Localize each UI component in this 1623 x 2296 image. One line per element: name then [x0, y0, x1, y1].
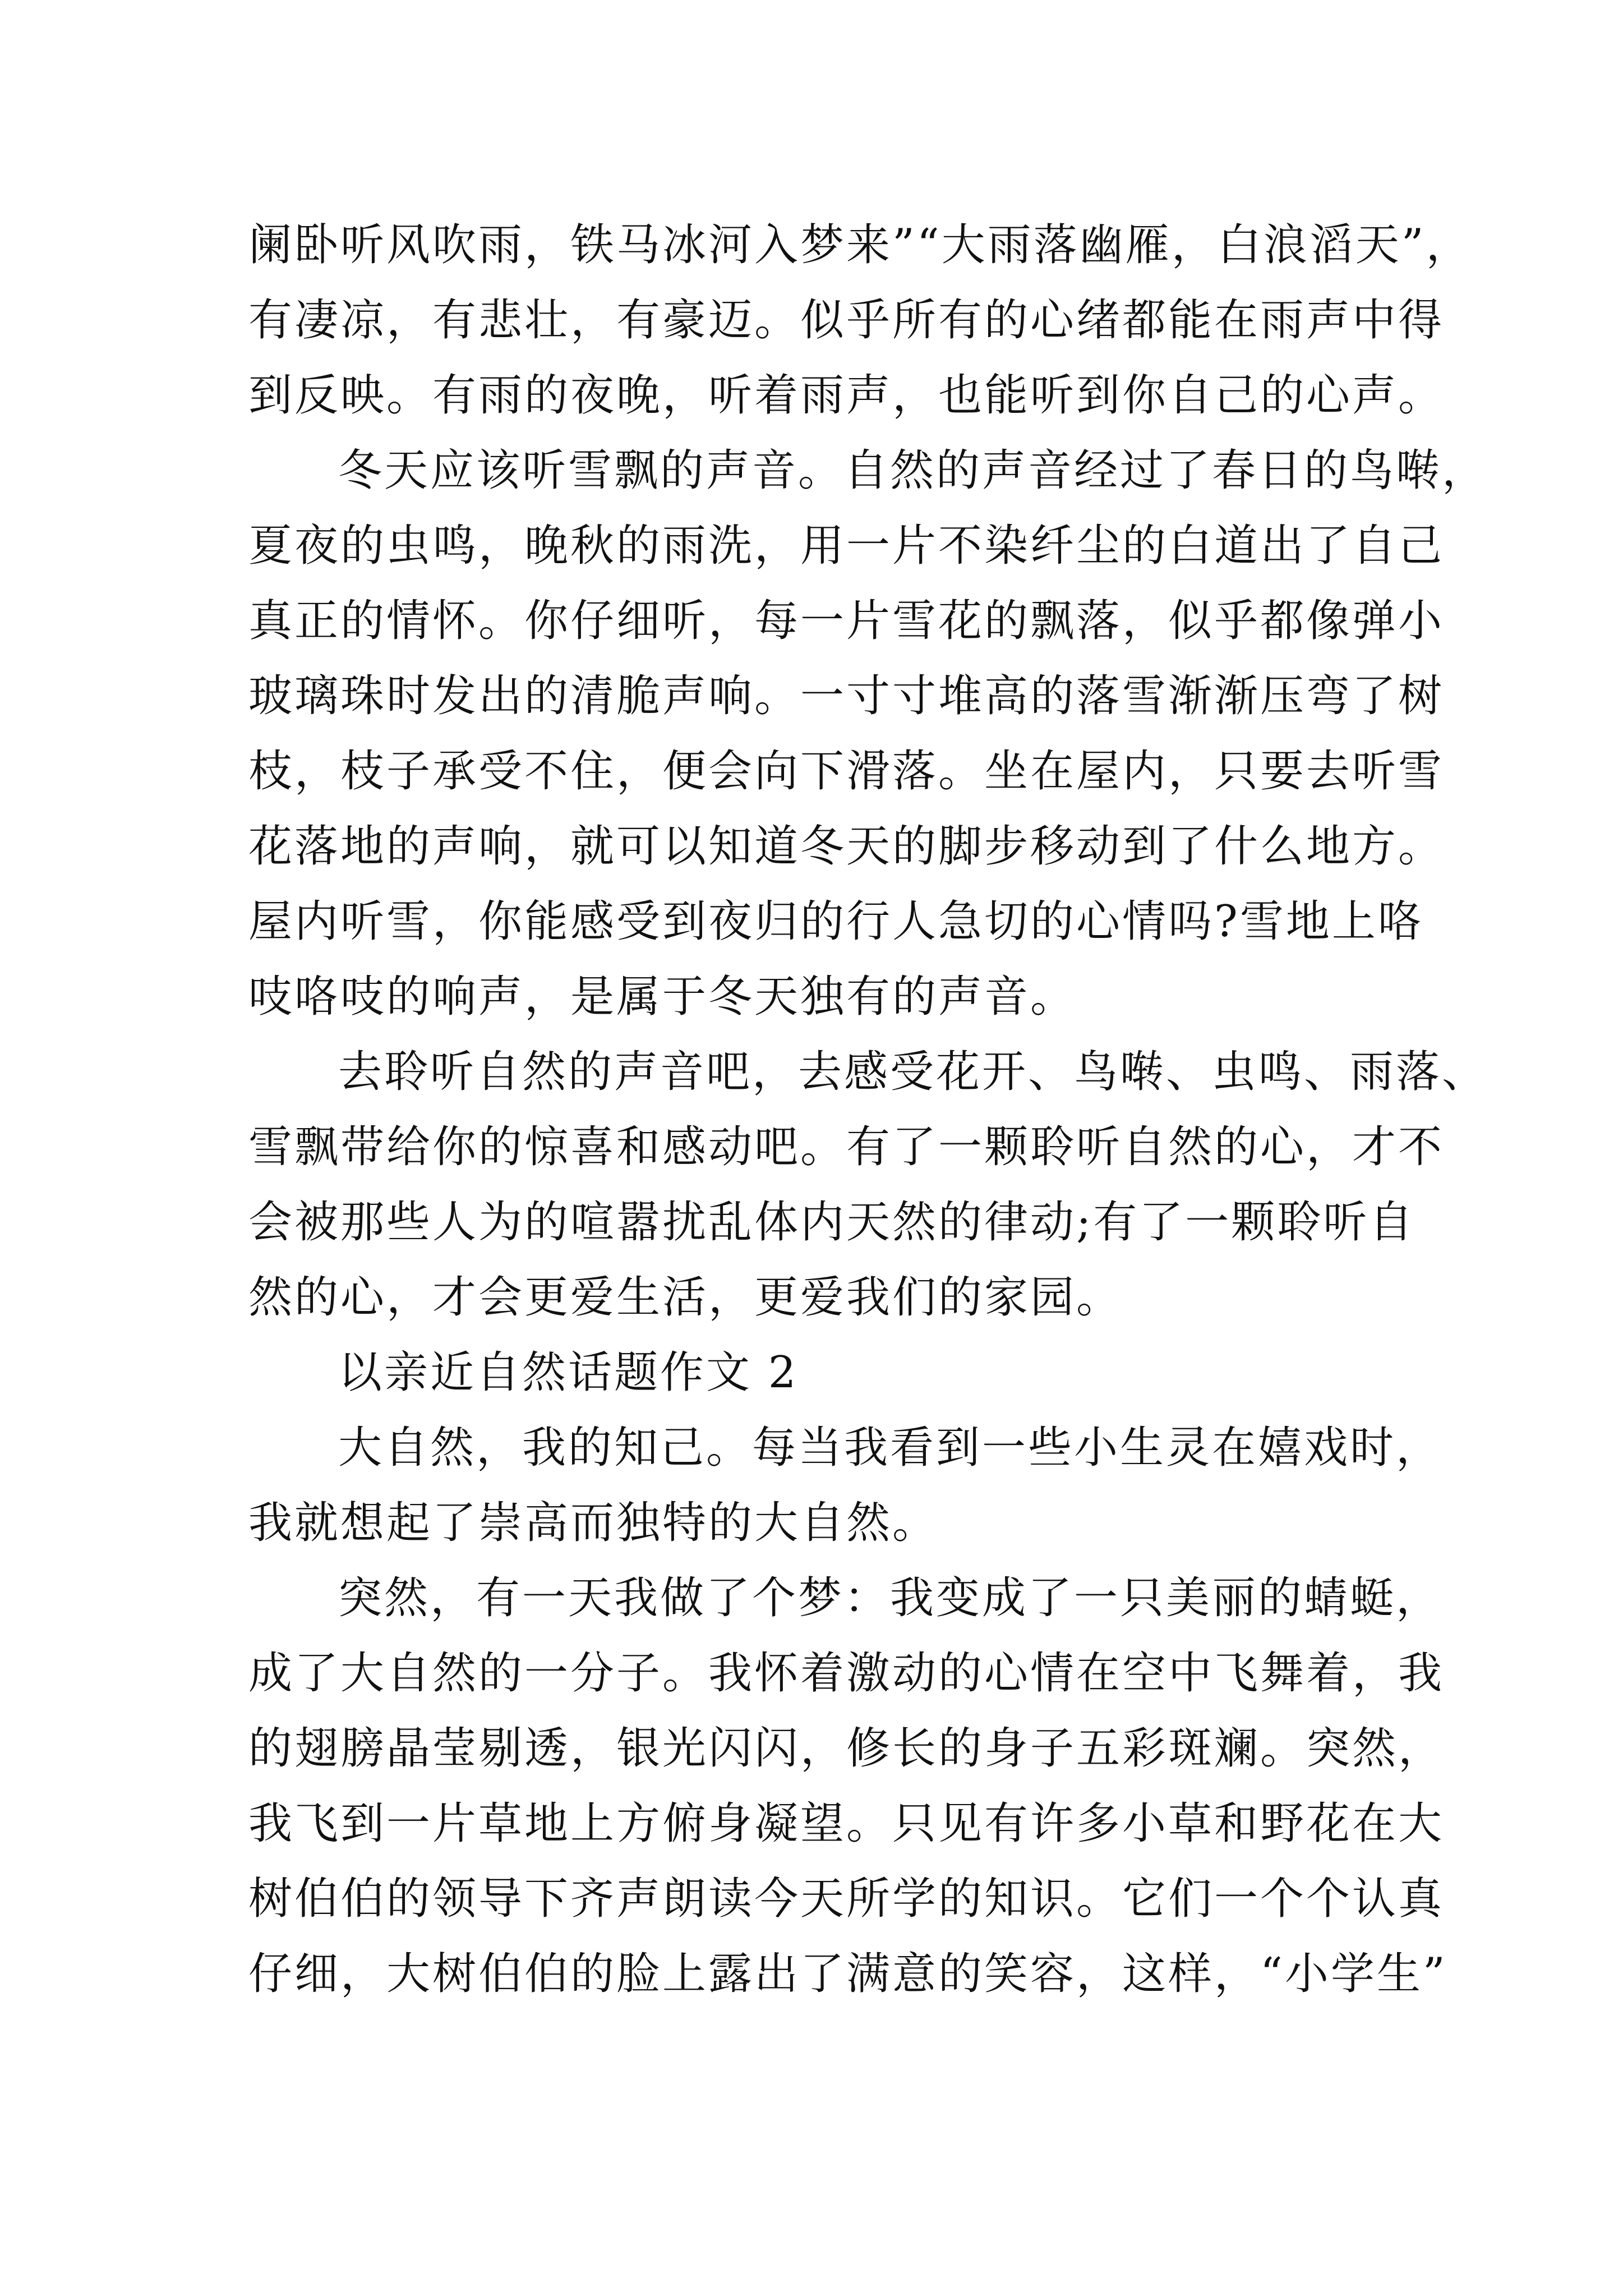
- text-line: 成了大自然的一分子。我怀着激动的心情在空中飞舞着，我: [248, 1648, 1445, 1699]
- text-line: 仔细，大树伯伯的脸上露出了满意的笑容，这样，“小学生”: [248, 1949, 1447, 1999]
- text-line: 的翅膀晶莹剔透，银光闪闪，修长的身子五彩斑斓。突然，: [248, 1723, 1445, 1774]
- text-line: 玻璃珠时发出的清脆声响。一寸寸堆高的落雪渐渐压弯了树: [248, 671, 1445, 721]
- text-line: 树伯伯的领导下齐声朗读今天所学的知识。它们一个个认真: [248, 1874, 1445, 1924]
- paragraph-first-line: 突然，有一天我做了个梦：我变成了一只美丽的蜻蜓，: [338, 1573, 1442, 1623]
- text-line: 花落地的声响，就可以知道冬天的脚步移动到了什么地方。: [248, 821, 1445, 872]
- paragraph-first-line: 大自然，我的知己。每当我看到一些小生灵在嬉戏时，: [338, 1423, 1442, 1473]
- text-line: 真正的情怀。你仔细听，每一片雪花的飘落，似乎都像弹小: [248, 596, 1445, 646]
- text-line: 到反映。有雨的夜晚，听着雨声，也能听到你自己的心声。: [248, 370, 1445, 421]
- text-line: 吱咯吱的响声，是属于冬天独有的声音。: [248, 972, 1077, 1022]
- text-line: 雪飘带给你的惊喜和感动吧。有了一颗聆听自然的心，才不: [248, 1122, 1445, 1172]
- text-line: 枝，枝子承受不住，便会向下滑落。坐在屋内，只要去听雪: [248, 746, 1445, 797]
- text-line: 屋内听雪，你能感受到夜归的行人急切的心情吗?雪地上咯: [248, 896, 1424, 947]
- text-line: 会被那些人为的喧嚣扰乱体内天然的律动;有了一颗聆听自: [248, 1197, 1415, 1248]
- text-line: 我就想起了崇高而独特的大自然。: [248, 1498, 939, 1548]
- paragraph-first-line: 冬天应该听雪飘的声音。自然的声音经过了春日的鸟啭，: [338, 445, 1488, 496]
- text-line: 然的心，才会更爱生活，更爱我们的家园。: [248, 1272, 1123, 1323]
- text-line: 有凄凉，有悲壮，有豪迈。似乎所有的心绪都能在雨声中得: [248, 295, 1445, 346]
- text-line: 夏夜的虫鸣，晚秋的雨洗，用一片不染纤尘的白道出了自己: [248, 521, 1445, 571]
- section-heading: 以亲近自然话题作文 2: [338, 1347, 799, 1398]
- text-line: 我飞到一片草地上方俯身凝望。只见有许多小草和野花在大: [248, 1798, 1445, 1849]
- text-line: 阑卧听风吹雨，铁马冰河入梦来”“大雨落幽雁，白浪滔天”，: [248, 220, 1472, 270]
- paragraph-first-line: 去聆听自然的声音吧，去感受花开、鸟啭、虫鸣、雨落、: [338, 1047, 1488, 1097]
